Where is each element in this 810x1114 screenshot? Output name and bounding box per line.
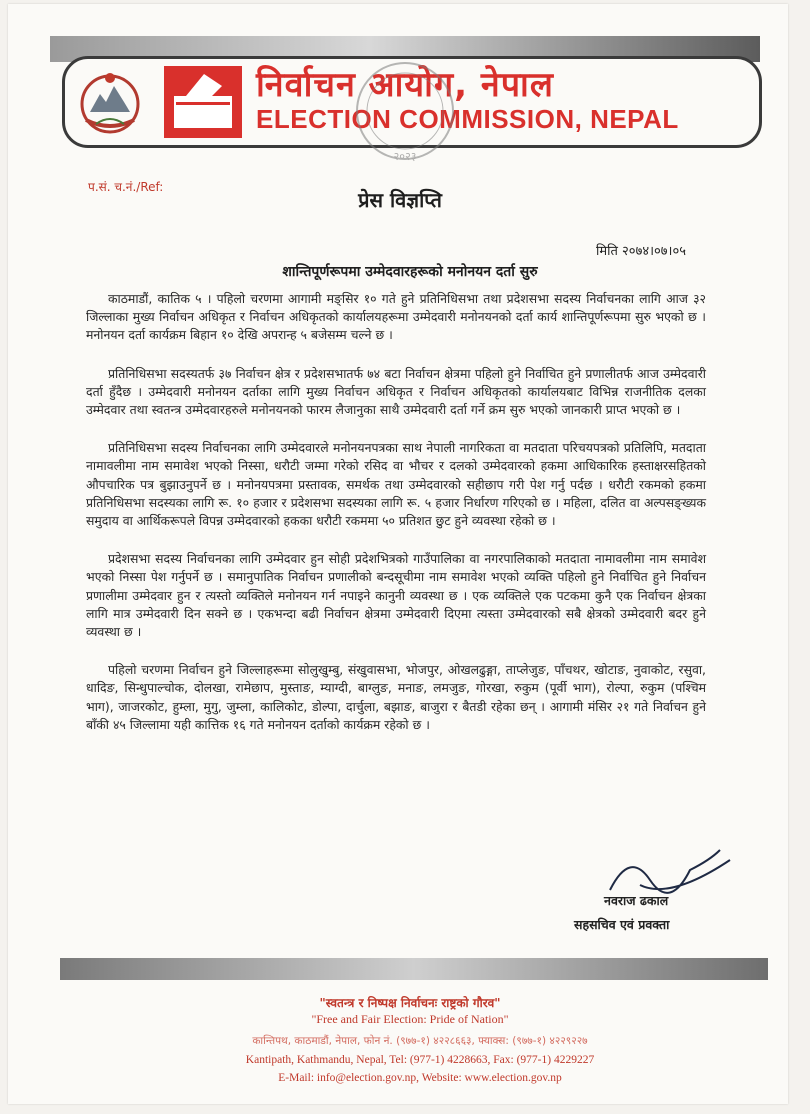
release-body xyxy=(86,290,706,754)
paragraph-4: प्रदेशसभा सदस्य निर्वाचनका लागि उम्मेदवार हुन सोही प्रदेशभित्रको गाउँपालिका वा नगरपालिकाको मतदाता नामावलीमा नाम समावेश भएको निस्सा पेश गर्नुपर्ने छ । समानुपातिक निर्वाचन प्रणालीको बन्दसूचीमा नाम समावेश भएको व्यक्ति पहिलो हुने निर्वाचित हुने निर्वाचन प्रणालीमा उम्मेदवार हुन र त्यस्तो व्यक्तिले मनोनयन गर्न नपाइने कानुनी व्यवस्था छ । एक व्यक्तिले एक पटकमा कुनै एक निर्वाचन क्षेत्रका लागि मात्र उम्मेदवारी दिन सक्ने छ । एकभन्दा बढी निर्वाचन क्षेत्रमा उम्मेदवारी दिएमा त्यस्ता उम्मेदवारको सबै क्षेत्रको उम्मेदवारी बदर हुने व्यवस्था छ । xyxy=(86,551,706,640)
office-stamp-icon xyxy=(350,56,460,166)
paragraph-3: प्रतिनिधिसभा सदस्य निर्वाचनका लागि उम्मेदवारले मनोनयनपत्रका साथ नेपाली नागरिकता वा मतदाता परिचयपत्रको प्रतिलिपि, मतदाता नामावलीमा नाम समावेश भएको निस्सा, धरौटी जम्मा गरेको रसिद वा भौचर र दलको उम्मेदवारको हकमा आधिकारिक हस्ताक्षरसहितको औपचारिक पत्र बुझाउनुपर्ने छ । मनोनयपत्रमा प्रस्तावक, समर्थक तथा उम्मेदवारको सहीछाप गरी पेश गर्नु पर्दछ । धरौटी रकमको हकमा प्रतिनिधिसभा सदस्यका लागि रू. १० हजार र प्रदेशसभा सदस्यका लागि रू. ५ हजार निर्धारण गरिएको छ । महिला, दलित वा अल्पसङ्ख्यक समुदाय वा आर्थिकरूपले विपन्न उम्मेदवारको हकका धरौटी रकममा ५० प्रतिशत छुट हुने व्यवस्था रहेको छ । xyxy=(86,440,706,529)
footer-band xyxy=(60,958,768,980)
press-release-title: प्रेस विज्ञप्ति xyxy=(358,188,442,212)
ballot-box-icon xyxy=(164,66,242,138)
paragraph-2: प्रतिनिधिसभा सदस्यतर्फ ३७ निर्वाचन क्षेत्र र प्रदेशसभातर्फ ७४ बटा निर्वाचन क्षेत्रमा पहिलो हुने निर्वाचित हुने प्रणालीतर्फ आज उम्मेदवारी दर्ता हुँदैछ । उम्मेदवारी मनोनयन दर्ताका लागि मुख्य निर्वाचन अधिकृत र निर्वाचन अधिकृतको कार्यालयबाट विभिन्न राजनीतिक दलका उम्मेदवार तथा स्वतन्त्र उम्मेदवारहरुले मनोनयनको फारम लैजानुका साथै उम्मेदवारी दर्ता गर्ने क्रम सुरु भएको जानकारी प्राप्त भएको छ । xyxy=(86,365,706,418)
org-title-nepali: निर्वाचन आयोग, नेपाल xyxy=(256,65,554,105)
release-subject: शान्तिपूर्णरूपमा उम्मेदवारहरूको मनोनयन दर्ता सुरु xyxy=(282,264,538,280)
release-date: मिति २०७४।०७।०५ xyxy=(596,244,686,259)
address-english: Kantipath, Kathmandu, Nepal, Tel: (977-1) 4228663, Fax: (977-1) 4229227 xyxy=(245,1054,595,1066)
paragraph-1: काठमाडौं, कातिक ५ । पहिलो चरणमा आगामी मङ्सिर १० गते हुने प्रतिनिधिसभा तथा प्रदेशसभा सदस्य निर्वाचनका लागि आज ३२ जिल्लाका मुख्य निर्वाचन अधिकृत र निर्वाचन अधिकृतको कार्यालयहरूमा उम्मेदवारी मनोनयनको दर्ता कार्य शान्तिपूर्णरूपमा सुरु भएको छ । मनोनयन दर्ता कार्यक्रम बिहान १० देखि अपरान्ह ५ बजेसम्म चल्ने छ । xyxy=(86,291,706,343)
org-title-english: ELECTION COMMISSION, NEPAL xyxy=(256,104,679,134)
signatory-role: सहसचिव एवं प्रवक्ता xyxy=(574,917,670,932)
motto-english: "Free and Fair Election: Pride of Nation" xyxy=(311,1012,509,1026)
paragraph-5: पहिलो चरणमा निर्वाचन हुने जिल्लाहरूमा सोलुखुम्बु, संखुवासभा, भोजपुर, ओखलढुङ्गा, ताप्लेजुङ, पाँचथर, खोटाङ, नुवाकोट, रसुवा, धादिङ, सिन्धुपाल्चोक, दोलखा, रामेछाप, मुस्ताङ, म्याग्दी, बाग्लुङ, मनाङ, लमजुङ, गोरखा, रुकुम (पूर्वी भाग), रोल्पा, रुकुम (पश्चिम भाग), जाजरकोट, हुम्ला, मुगु, जुम्ला, कालिकोट, डोल्पा, दार्चुला, बझाङ, बाजुरा र बैतडी रहेका छन् । आगामी मंसिर २१ गते निर्वाचन हुने बाँकी ४५ जिल्लामा यही कात्तिक १६ गते मनोनयन दर्ताको कार्यक्रम रहेको छ । xyxy=(86,662,706,732)
nepal-emblem-icon xyxy=(78,68,142,136)
stamp-year: २०२३ xyxy=(393,150,417,163)
contact-info: E-Mail: info@election.gov.np, Website: www.election.gov.np xyxy=(278,1072,562,1084)
motto-nepali: "स्वतन्त्र र निष्पक्ष निर्वाचनः राष्ट्रको गौरव" xyxy=(319,996,501,1010)
signatory-name: नवराज ढकाल xyxy=(604,893,669,908)
reference-label: प.सं. च.नं./Ref: xyxy=(88,180,164,194)
address-nepali: कान्तिपथ, काठमाडौं, नेपाल, फोन नं. (९७७-१) ४२२८६६३, फ्याक्स: (९७७-१) ४२२९२२७ xyxy=(252,1035,588,1047)
